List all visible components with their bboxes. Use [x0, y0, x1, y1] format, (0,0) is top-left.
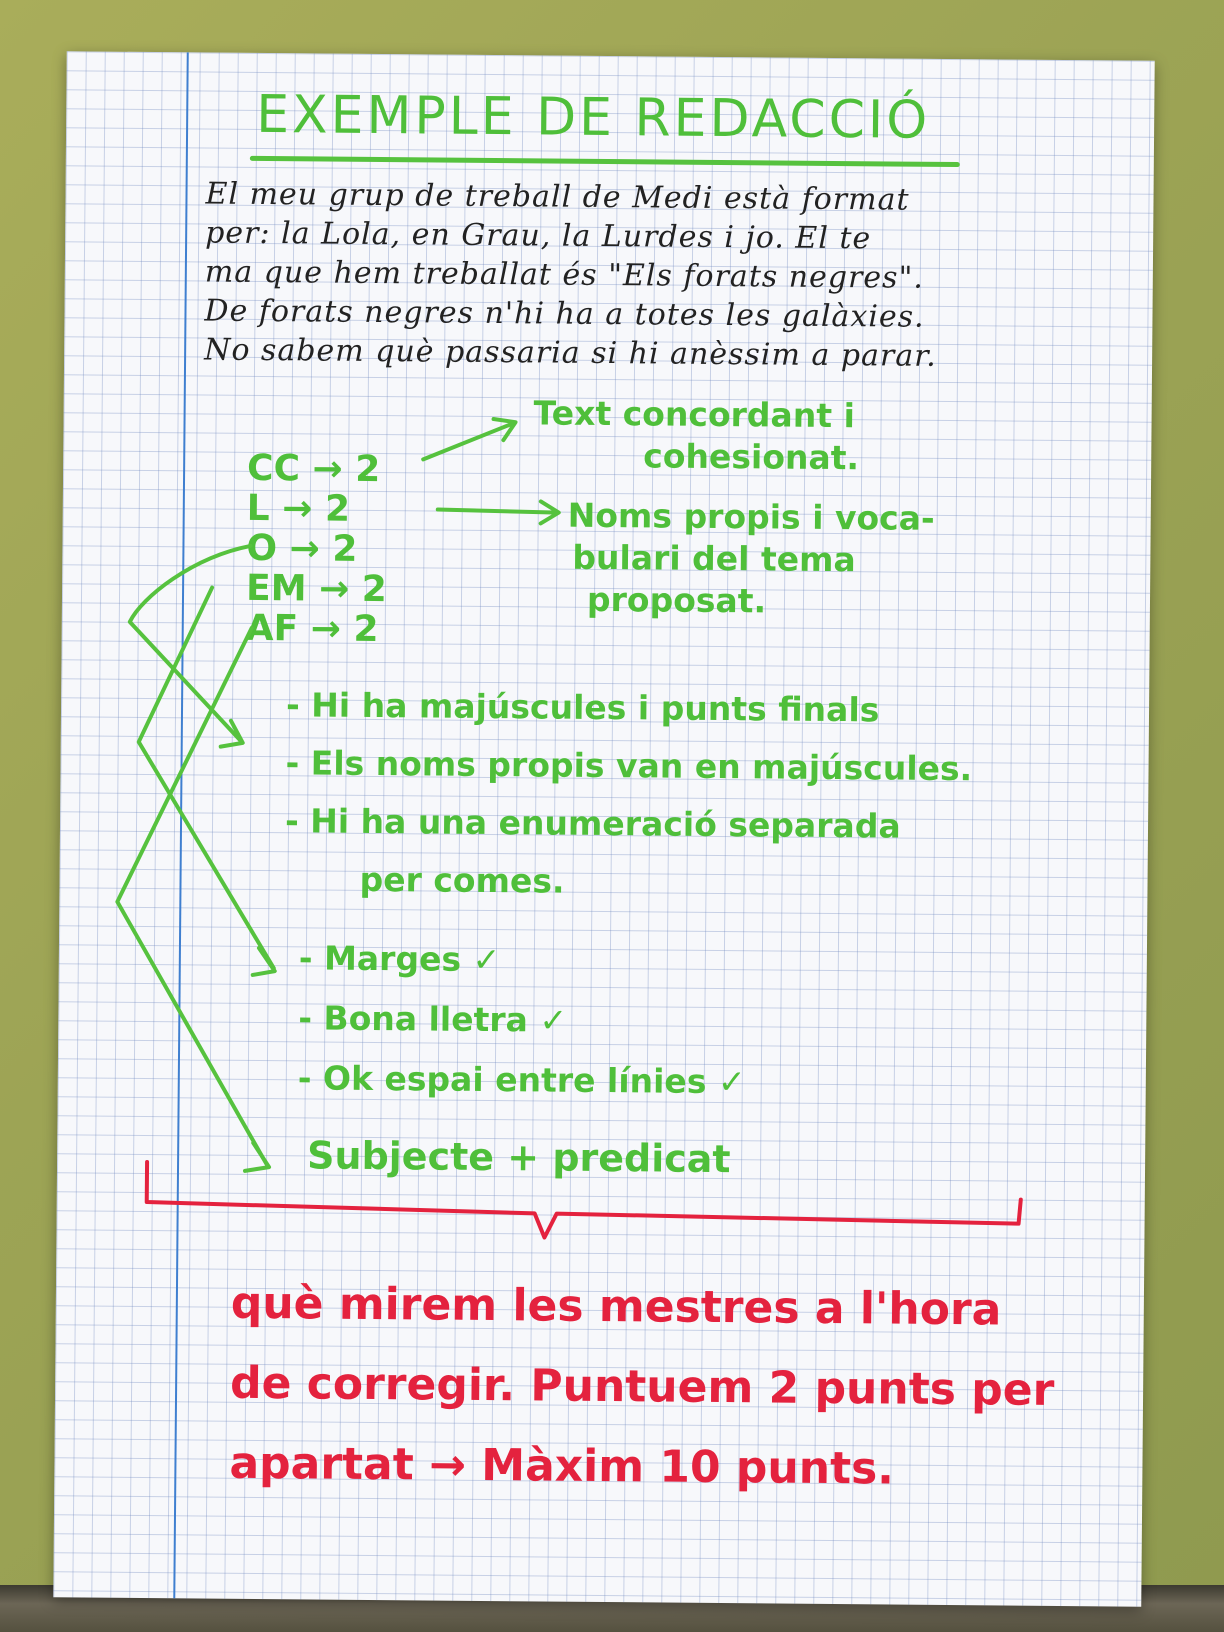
- connector-em-icon: [137, 587, 277, 968]
- checkmark-icon: ✓: [472, 939, 501, 980]
- presentation-item: - Marges ✓: [298, 938, 501, 980]
- connector-o-icon: [129, 545, 251, 741]
- page-title: EXEMPLE DE REDACCIÓ: [255, 84, 931, 151]
- presentation-item: - Ok espai entre línies ✓: [297, 1058, 746, 1102]
- score-value: 2: [332, 528, 358, 570]
- arrow-right-icon: →: [312, 448, 343, 490]
- paragraph-line: ma que hem treballat és "Els forats negres".: [204, 254, 925, 296]
- grid-paper-sheet: [53, 51, 1154, 1606]
- conclusion-line: de corregir. Puntuem 2 punts per: [229, 1357, 1055, 1416]
- paragraph-line: De forats negres n'hi ha a totes les galàxies.: [204, 293, 925, 335]
- score-code: CC: [246, 447, 301, 490]
- conclusion-line: què mirem les mestres a l'hora: [230, 1277, 1002, 1336]
- score-value: 2: [361, 568, 388, 611]
- arrow-cc-note-icon: [423, 422, 513, 460]
- paragraph-line: El meu grup de treball de Medi està format: [205, 176, 910, 218]
- score-code: O: [246, 527, 278, 570]
- conclusion-line: apartat → Màxim 10 punts.: [229, 1437, 895, 1495]
- score-value: 2: [324, 488, 351, 530]
- paragraph-line: per: la Lola, en Grau, la Lurdes i jo. El te: [205, 215, 872, 257]
- checkmark-icon: ✓: [717, 1062, 746, 1102]
- note-cc-line: Text concordant i: [533, 393, 856, 436]
- score-value: 2: [355, 448, 381, 491]
- pen-strokes: [53, 51, 1154, 1606]
- arrow-right-icon: →: [282, 488, 313, 530]
- checkmark-icon: ✓: [539, 1000, 568, 1040]
- orthography-item: per comes.: [359, 859, 565, 901]
- note-l-line: proposat.: [586, 579, 767, 621]
- note-l-line: Noms propis i voca-: [567, 495, 935, 538]
- note-l-line: bulari del tema: [572, 537, 856, 580]
- connector-af-icon: [115, 627, 272, 1165]
- orthography-item: - Els noms propis van en majúscules.: [285, 743, 973, 789]
- score-code: EM: [245, 567, 307, 610]
- arrow-right-icon: →: [289, 528, 320, 570]
- syntax-item: Subjecte + predicat: [306, 1133, 731, 1182]
- score-code: AF: [245, 607, 299, 650]
- arrow-right-icon: →: [310, 608, 342, 650]
- paragraph-line: No sabem què passaria si hi anèssim a parar.: [204, 332, 937, 374]
- score-value: 2: [353, 608, 379, 651]
- presentation-item: - Bona lletra ✓: [298, 998, 568, 1040]
- score-code: L: [246, 487, 270, 530]
- orthography-item: - Hi ha una enumeració separada: [284, 801, 901, 846]
- note-cc-line: cohesionat.: [643, 436, 860, 478]
- orthography-item: - Hi ha majúscules i punts finals: [285, 685, 880, 730]
- arrow-l-note-icon: [438, 510, 558, 513]
- red-brace-icon: [146, 1162, 1021, 1242]
- arrow-right-icon: →: [318, 568, 350, 610]
